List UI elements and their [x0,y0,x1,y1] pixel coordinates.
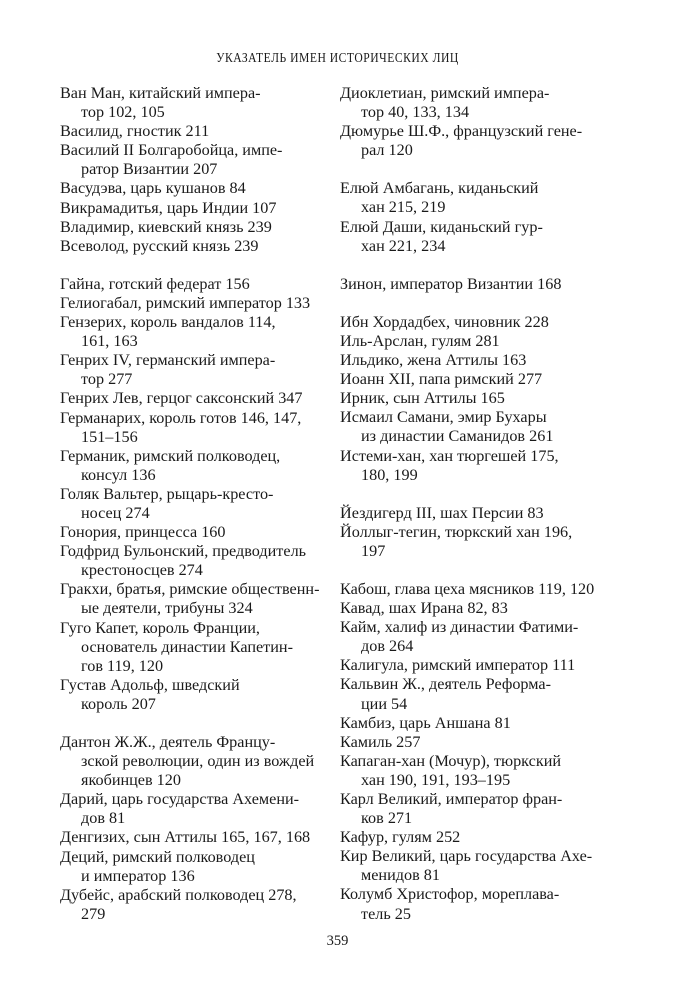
index-entry: Кир Великий, царь государства Ахе- менидов 81 [340,847,593,885]
index-entry: Владимир, киевский князь 239 [60,217,272,236]
index-entry: Ибн Хордадбех, чиновник 228 [340,312,549,331]
index-entry: Генрих Лев, герцог саксонский 347 [60,389,303,408]
letter-group-gap [340,485,630,504]
index-entry: Кальвин Ж., деятель Реформа- ции 54 [340,675,551,713]
index-entry: Елюй Амбагань, киданьский хан 215, 219 [340,179,539,217]
index-entry: Карл Великий, император фран- ков 271 [340,790,563,828]
index-entry: Денгизих, сын Аттилы 165, 167, 168 [60,828,311,847]
index-entry: Диоклетиан, римский импера- тор 40, 133, 134 [340,84,550,122]
index-entry: Кавад, шах Ирана 82, 83 [340,599,508,618]
index-column-left [60,84,350,924]
letter-group-gap [340,561,630,580]
index-entry: Кайм, халиф из династии Фатими- дов 264 [340,618,579,656]
letter-group-gap [340,160,630,179]
index-entry: Василий II Болгаробойца, импе- ратор Византии 207 [60,141,283,179]
index-entry: Годфрид Бульонский, предводитель крестоносцев 274 [60,542,307,580]
index-entry: Германик, римский полководец, консул 136 [60,446,281,484]
index-entry: Деций, римский полководец и император 136 [60,847,255,885]
letter-group-gap [60,256,350,275]
index-entry: Дубейс, арабский полководец 278, 279 [60,885,297,923]
index-entry: Елюй Даши, киданьский гур- хан 221, 234 [340,217,543,255]
index-entry: Густав Адольф, шведский король 207 [60,675,240,713]
index-entry: Иоанн XII, папа римский 277 [340,370,543,389]
index-entry: Камиль 257 [340,732,421,751]
index-entry: Васудэва, царь кушанов 84 [60,179,246,198]
index-column-right [340,84,630,924]
index-entry: Гонория, принцесса 160 [60,523,226,542]
index-entry: Дантон Ж.Ж., деятель Францу- зской революции, один из вождей якобинцев 120 [60,733,315,790]
index-entry: Ван Ман, китайский импера- тор 102, 105 [60,84,261,122]
index-entry: Викрамадитья, царь Индии 107 [60,198,277,217]
index-entry: Генрих IV, германский импера- тор 277 [60,351,276,389]
index-entry: Кафур, гулям 252 [340,828,461,847]
page-number: 359 [326,933,349,949]
index-entry: Исмаил Самани, эмир Бухары из династии Саманидов 261 [340,408,554,446]
index-entry: Истеми-хан, хан тюргешей 175, 180, 199 [340,446,559,484]
index-entry: Ильдико, жена Аттилы 163 [340,351,527,370]
index-entry: Зинон, император Византии 168 [340,274,562,293]
index-entry: Ирник, сын Аттилы 165 [340,389,505,408]
index-entry: Гелиогабал, римский император 133 [60,293,311,312]
letter-group-gap [60,714,350,733]
index-entry: Гракхи, братья, римские общественн- ые деятели, трибуны 324 [60,580,320,618]
index-entry: Иль-Арслан, гулям 281 [340,331,500,350]
letter-group-gap [340,294,630,313]
index-entry: Василид, гностик 211 [60,122,210,141]
index-entry: Йездигерд III, шах Персии 83 [340,503,544,522]
index-entry: Гензерих, король вандалов 114, 161, 163 [60,313,276,351]
running-header: УКАЗАТЕЛЬ ИМЕН ИСТОРИЧЕСКИХ ЛИЦ [216,50,459,65]
index-entry: Дюмурье Ш.Ф., французский гене- рал 120 [340,122,583,160]
index-entry: Кабош, глава цеха мясников 119, 120 [340,579,595,598]
index-entry: Йоллыг-тегин, тюркский хан 196, 197 [340,522,573,560]
index-entry: Голяк Вальтер, рыцарь-кресто- носец 274 [60,484,274,522]
letter-group-gap [340,256,630,275]
index-entry: Калигула, римский император 111 [340,656,576,675]
index-entry: Гайна, готский федерат 156 [60,274,250,293]
index-entry: Всеволод, русский князь 239 [60,236,259,255]
index-entry: Камбиз, царь Аншана 81 [340,713,511,732]
index-entry: Германарих, король готов 146, 147, 151–156 [60,408,302,446]
index-entry: Гуго Капет, король Франции, основатель династии Капетин- гов 119, 120 [60,618,293,675]
index-entry: Колумб Христофор, мореплава- тель 25 [340,885,560,923]
index-entry: Капаган-хан (Мочур), тюркский хан 190, 191, 193–195 [340,751,562,789]
index-entry: Дарий, царь государства Ахемени- дов 81 [60,790,300,828]
